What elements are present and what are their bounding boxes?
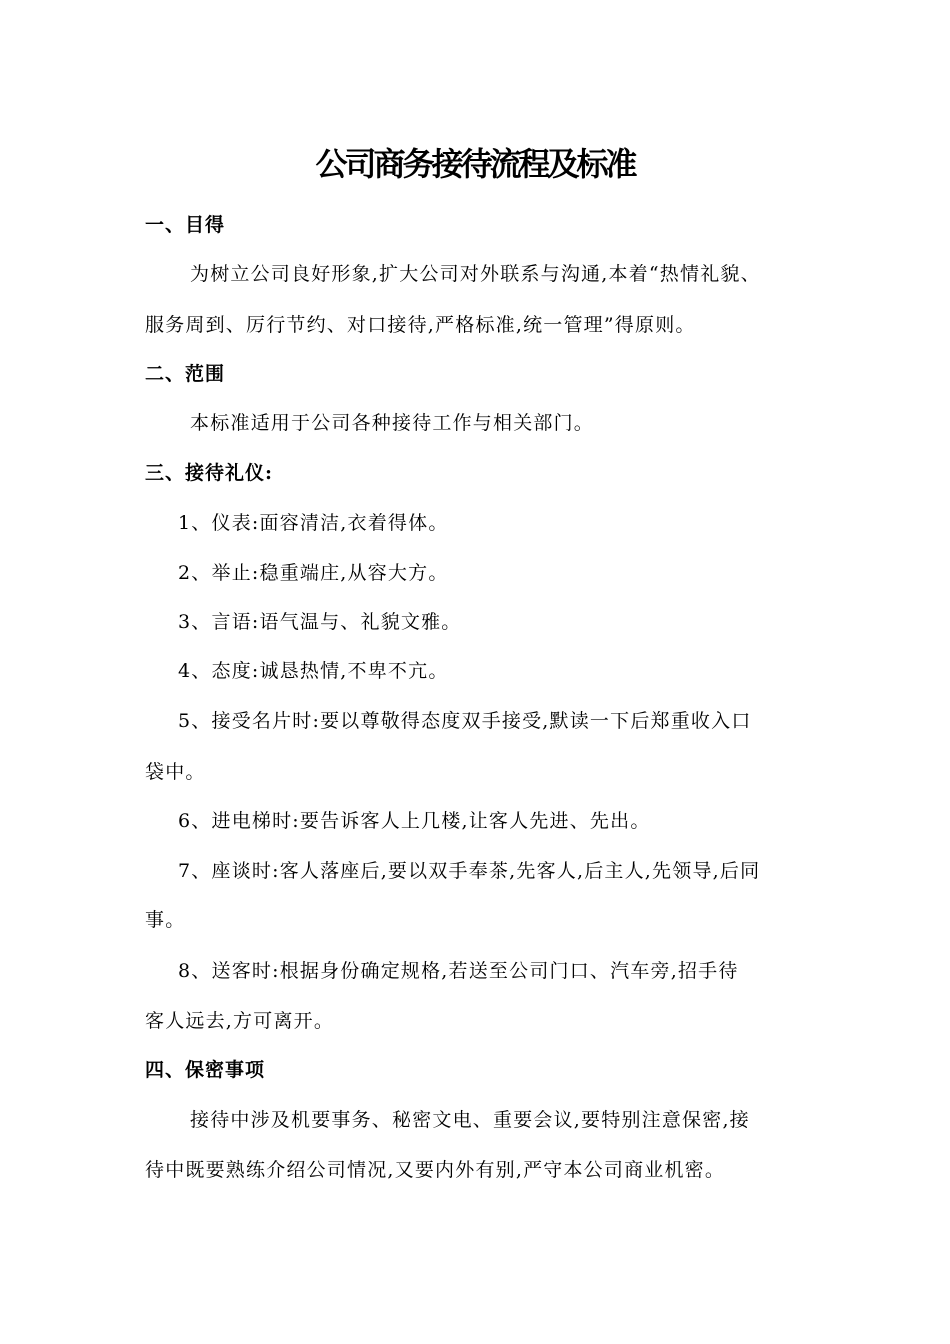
confidentiality-paragraph-line-1: 接待中涉及机要事务、秘密文电、重要会议,要特别注意保密,接	[190, 1109, 750, 1131]
section-heading-confidentiality: 四、保密事项	[145, 1059, 266, 1081]
confidentiality-paragraph-line-2: 待中既要熟练介绍公司情况,又要内外有别,严守本公司商业机密。	[145, 1159, 726, 1181]
etiquette-item-1: 1、仪表:面容清洁,衣着得体。	[178, 512, 449, 534]
etiquette-item-2: 2、举止:稳重端庄,从容大方。	[178, 562, 449, 584]
scope-paragraph-line-1: 本标准适用于公司各种接待工作与相关部门。	[190, 412, 595, 434]
etiquette-item-3: 3、言语:语气温与、礼貌文雅。	[178, 611, 462, 633]
section-heading-purpose: 一、目得	[145, 214, 226, 236]
etiquette-item-8-line-1: 8、送客时:根据身份确定规格,若送至公司门口、汽车旁,招手待	[178, 960, 739, 982]
etiquette-item-5-line-2: 袋中。	[145, 761, 206, 783]
document-title: 公司商务接待流程及标准	[315, 145, 635, 183]
section-heading-scope: 二、范围	[145, 363, 226, 385]
etiquette-item-5-line-1: 5、接受名片时:要以尊敬得态度双手接受,默读一下后郑重收入口	[178, 710, 752, 732]
etiquette-item-7-line-2: 事。	[145, 909, 186, 931]
etiquette-item-8-line-2: 客人远去,方可离开。	[145, 1010, 335, 1032]
purpose-paragraph-line-1: 为树立公司良好形象,扩大公司对外联系与沟通,本着“热情礼貌、	[190, 263, 761, 285]
etiquette-item-7-line-1: 7、座谈时:客人落座后,要以双手奉茶,先客人,后主人,先领导,后同	[178, 860, 761, 882]
etiquette-item-6: 6、进电梯时:要告诉客人上几楼,让客人先进、先出。	[178, 810, 651, 832]
etiquette-item-4: 4、态度:诚恳热情,不卑不亢。	[178, 660, 449, 682]
section-heading-etiquette: 三、接待礼仪:	[145, 462, 274, 484]
purpose-paragraph-line-2: 服务周到、厉行节约、对口接待,严格标准,统一管理”得原则。	[145, 314, 696, 336]
